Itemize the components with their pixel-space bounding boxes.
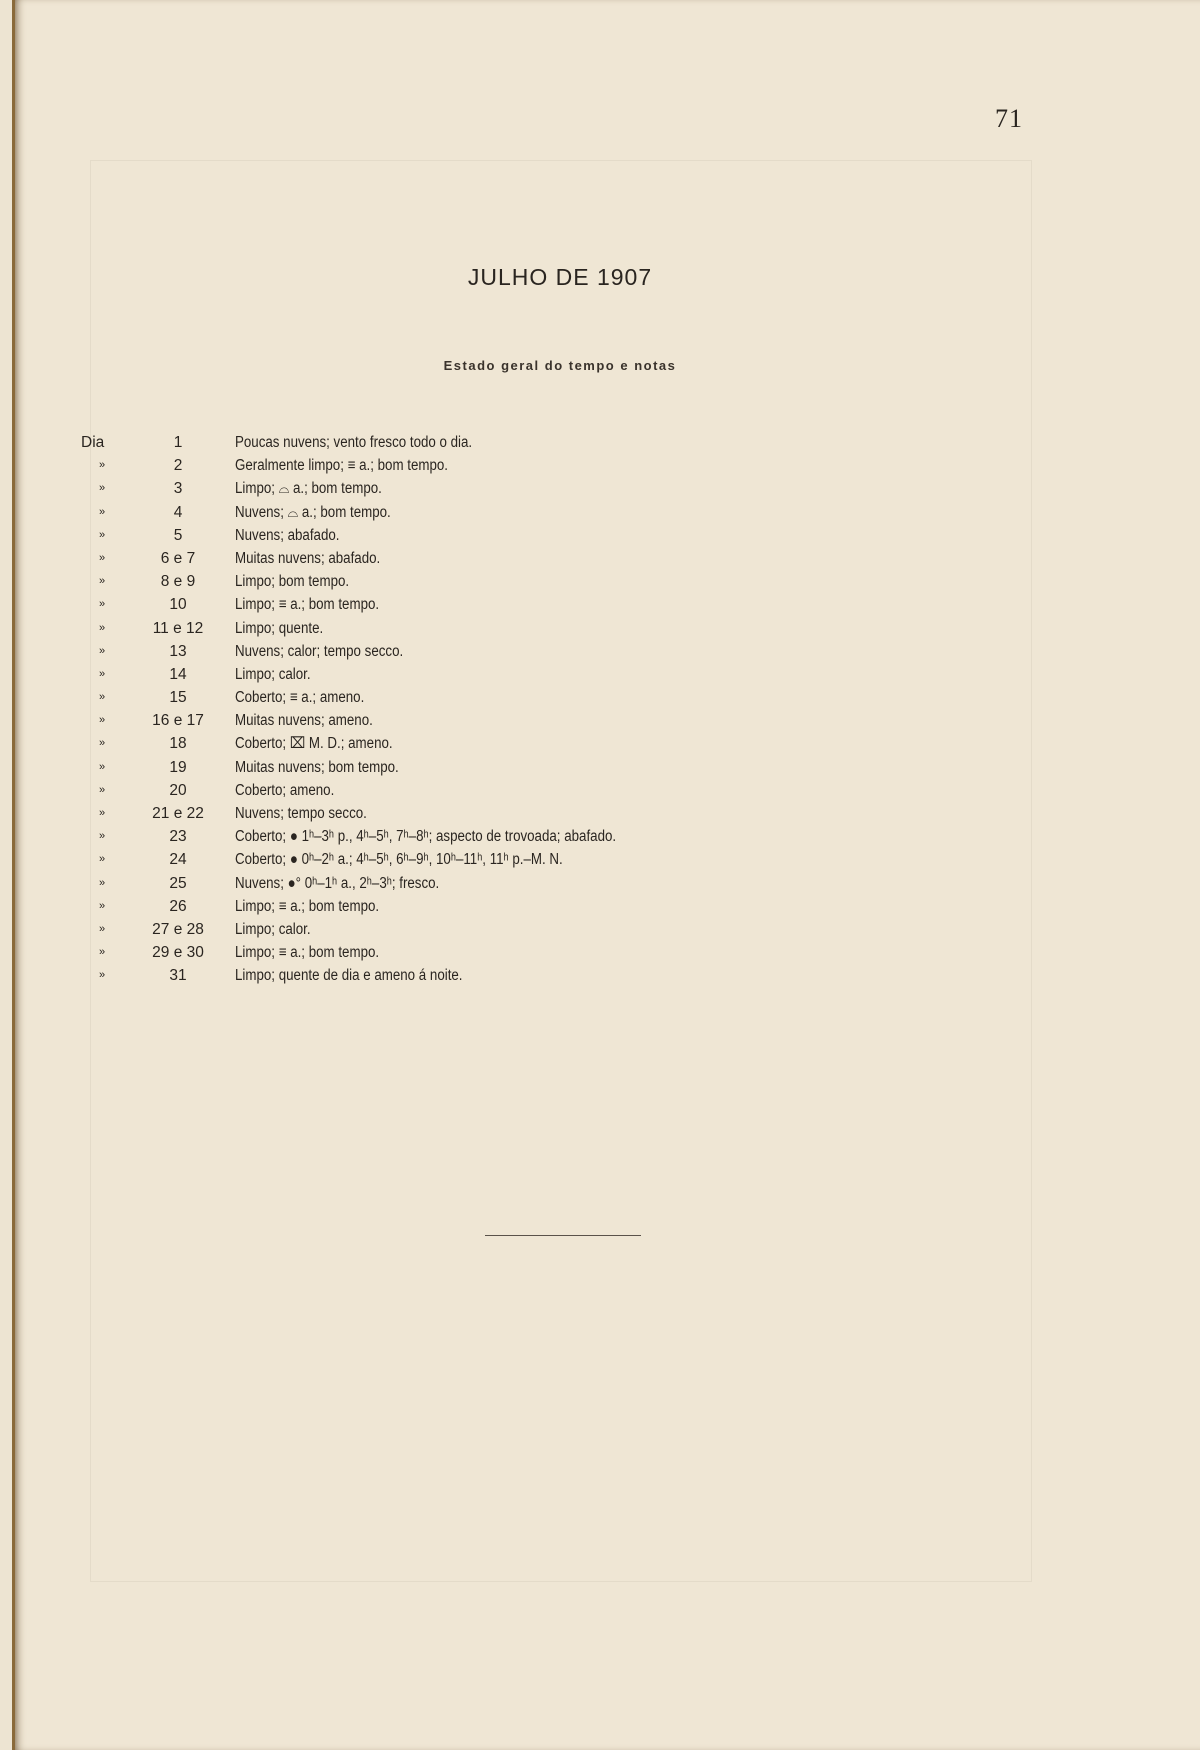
ditto-mark: » (99, 922, 106, 935)
weather-note: Coberto; ameno. (235, 781, 335, 799)
day-number: 5 (173, 526, 183, 544)
day-number: 18 (169, 735, 187, 753)
ditto-mark: » (99, 830, 106, 843)
day-number: 23 (169, 828, 187, 846)
day-number: 14 (169, 665, 187, 683)
weather-note: Limpo; ≡ a.; bom tempo. (235, 897, 380, 915)
weather-note: Muitas nuvens; abafado. (235, 549, 381, 567)
ditto-mark: » (99, 598, 106, 611)
day-number: 1 (173, 434, 183, 451)
ditto-mark: » (99, 760, 106, 773)
weather-note: Limpo; quente de dia e ameno á noite. (235, 967, 463, 985)
weather-note: Nuvens; calor; tempo secco. (235, 642, 404, 660)
day-number: 20 (169, 781, 187, 799)
ditto-mark: » (99, 737, 106, 750)
day-number: 25 (169, 874, 187, 892)
ditto-mark: » (99, 807, 106, 819)
day-number: 3 (173, 480, 183, 498)
ditto-mark: » (99, 853, 106, 866)
weather-note: Nuvens; tempo secco. (235, 805, 367, 822)
closing-rule (485, 1235, 641, 1236)
ditto-mark: » (99, 899, 106, 912)
ditto-mark: » (99, 783, 106, 796)
page (12, 0, 1200, 1750)
weather-note: Limpo; calor. (235, 920, 311, 938)
weather-note: Limpo; ≡ a.; bom tempo. (235, 944, 380, 962)
day-label: Dia (81, 434, 105, 451)
day-number: 4 (173, 503, 183, 521)
weather-note: Muitas nuvens; ameno. (235, 712, 373, 730)
weather-note: Limpo; bom tempo. (235, 573, 350, 591)
weather-note: Coberto; ● 1ʰ–3ʰ p., 4ʰ–5ʰ, 7ʰ–8ʰ; aspecto de trovoada; abafado. (235, 828, 617, 846)
ditto-mark: » (99, 575, 106, 588)
day-number: 21 e 22 (152, 805, 204, 822)
ditto-mark: » (99, 621, 106, 634)
ditto-mark: » (99, 667, 106, 680)
ditto-mark: » (99, 644, 106, 657)
ditto-mark: » (99, 459, 106, 472)
weather-note: Coberto; ● 0ʰ–2ʰ a.; 4ʰ–5ʰ, 6ʰ–9ʰ, 10ʰ–11ʰ, 11ʰ p.–M. N. (235, 851, 563, 869)
weather-note: Geralmente limpo; ≡ a.; bom tempo. (235, 457, 449, 475)
weather-note: Nuvens; abafado. (235, 526, 340, 544)
day-number: 27 e 28 (152, 920, 204, 938)
ditto-mark: » (99, 876, 106, 889)
ditto-mark: » (99, 946, 106, 959)
weather-note: Nuvens; ⌓ a.; bom tempo. (235, 503, 391, 521)
weather-note: Poucas nuvens; vento fresco todo o dia. (235, 434, 473, 451)
day-number: 24 (169, 851, 187, 869)
ditto-mark: » (99, 714, 106, 727)
day-number: 11 e 12 (152, 619, 204, 637)
day-number: 15 (169, 689, 187, 707)
day-number: 6 e 7 (160, 549, 196, 567)
weather-note: Nuvens; ●° 0ʰ–1ʰ a., 2ʰ–3ʰ; fresco. (235, 874, 440, 892)
weather-note: Limpo; ≡ a.; bom tempo. (235, 596, 380, 614)
day-number: 8 e 9 (160, 573, 196, 591)
weather-note: Muitas nuvens; bom tempo. (235, 758, 399, 776)
weather-note: Coberto; ≡ a.; ameno. (235, 689, 365, 707)
day-number: 10 (169, 596, 187, 614)
weather-note: Coberto; ⌧ M. D.; ameno. (235, 735, 393, 753)
page-number: 71 (995, 104, 1023, 133)
ditto-mark: » (99, 691, 106, 704)
page-title: JULHO DE 1907 (467, 264, 653, 290)
day-number: 26 (169, 897, 187, 915)
weather-note: Limpo; ⌓ a.; bom tempo. (235, 480, 382, 498)
weather-note: Limpo; quente. (235, 619, 324, 637)
ditto-mark: » (99, 528, 106, 541)
day-number: 31 (169, 967, 187, 985)
ditto-mark: » (99, 505, 106, 518)
ditto-mark: » (99, 551, 106, 564)
ditto-mark: » (99, 969, 106, 982)
day-number: 13 (169, 642, 187, 660)
weather-note: Limpo; calor. (235, 665, 311, 683)
ditto-mark: » (99, 482, 106, 495)
day-number: 29 e 30 (152, 944, 204, 962)
day-number: 19 (169, 758, 187, 776)
section-subtitle: Estado geral do tempo e notas (443, 358, 677, 373)
day-number: 2 (173, 457, 183, 475)
day-number: 16 e 17 (152, 712, 204, 730)
